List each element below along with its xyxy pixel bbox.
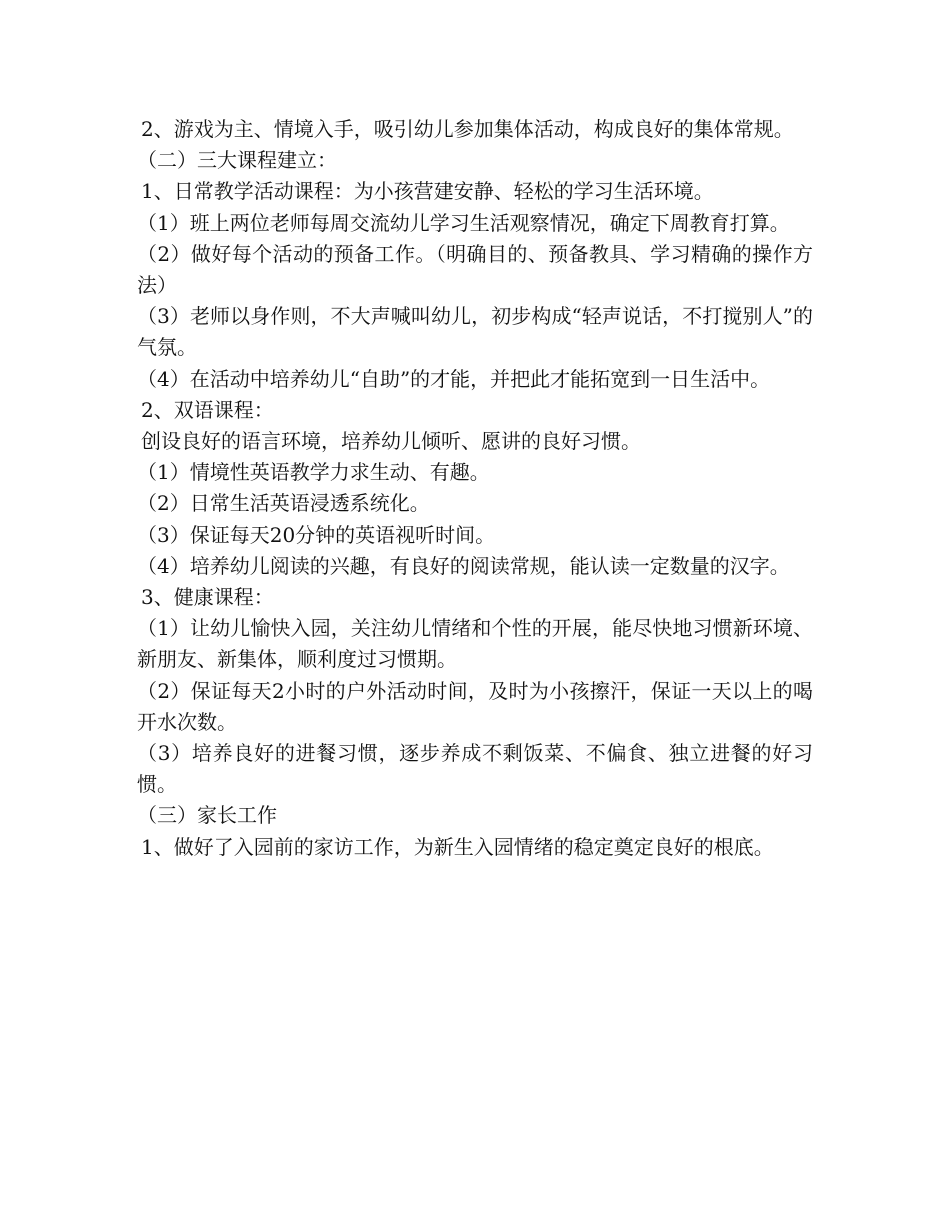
heading-bilingual-course: 2、双语课程： <box>141 397 274 422</box>
list-item-preparation: （2）做好每个活动的预备工作。（明确目的、预备教具、学习精确的操作方法） <box>137 241 813 298</box>
list-item-outdoor-time: （2）保证每天2小时的户外活动时间，及时为小孩擦汗，保证一天以上的喝开水次数。 <box>137 678 813 734</box>
document-page <box>137 114 813 863</box>
list-item-situational-english: （1）情境性英语教学力求生动、有趣。 <box>137 460 490 485</box>
paragraph-home-visits: 1、做好了入园前的家访工作，为新生入园情绪的稳定奠定良好的根底。 <box>141 834 774 859</box>
list-item-teacher-example: （3）老师以身作则，不大声喊叫幼儿，初步构成“轻声说话，不打搅别人”的气氛。 <box>137 304 813 360</box>
list-item-reading-interest: （4）培养幼儿阅读的兴趣，有良好的阅读常规，能认读一定数量的汉字。 <box>137 553 790 578</box>
heading-parent-work: （三）家长工作 <box>137 803 277 828</box>
list-item-weekly-exchange: （1）班上两位老师每周交流幼儿学习生活观察情况，确定下周教育打算。 <box>137 210 790 235</box>
list-item-english-time: （3）保证每天20分钟的英语视听时间。 <box>137 522 496 547</box>
list-item-happy-entry: （1）让幼儿愉快入园，关注幼儿情绪和个性的开展，能尽快地习惯新环境、新朋友、新集体，顺利度过习惯期。 <box>137 616 813 672</box>
paragraph-games-situations: 2、游戏为主、情境入手，吸引幼儿参加集体活动，构成良好的集体常规。 <box>141 117 794 141</box>
list-item-daily-english: （2）日常生活英语浸透系统化。 <box>137 491 430 516</box>
heading-health-course: 3、健康课程： <box>141 585 274 610</box>
paragraph-daily-teaching: 1、日常教学活动课程：为小孩营建安静、轻松的学习生活环境。 <box>141 179 714 204</box>
heading-three-courses: （二）三大课程建立： <box>137 148 337 173</box>
list-item-eating-habits: （3）培养良好的进餐习惯，逐步养成不剩饭菜、不偏食、独立进餐的好习惯。 <box>137 741 813 797</box>
paragraph-language-environment: 创设良好的语言环境，培养幼儿倾听、愿讲的良好习惯。 <box>141 429 641 454</box>
list-item-self-help: （4）在活动中培养幼儿“自助”的才能，并把此才能拓宽到一日生活中。 <box>137 366 771 391</box>
